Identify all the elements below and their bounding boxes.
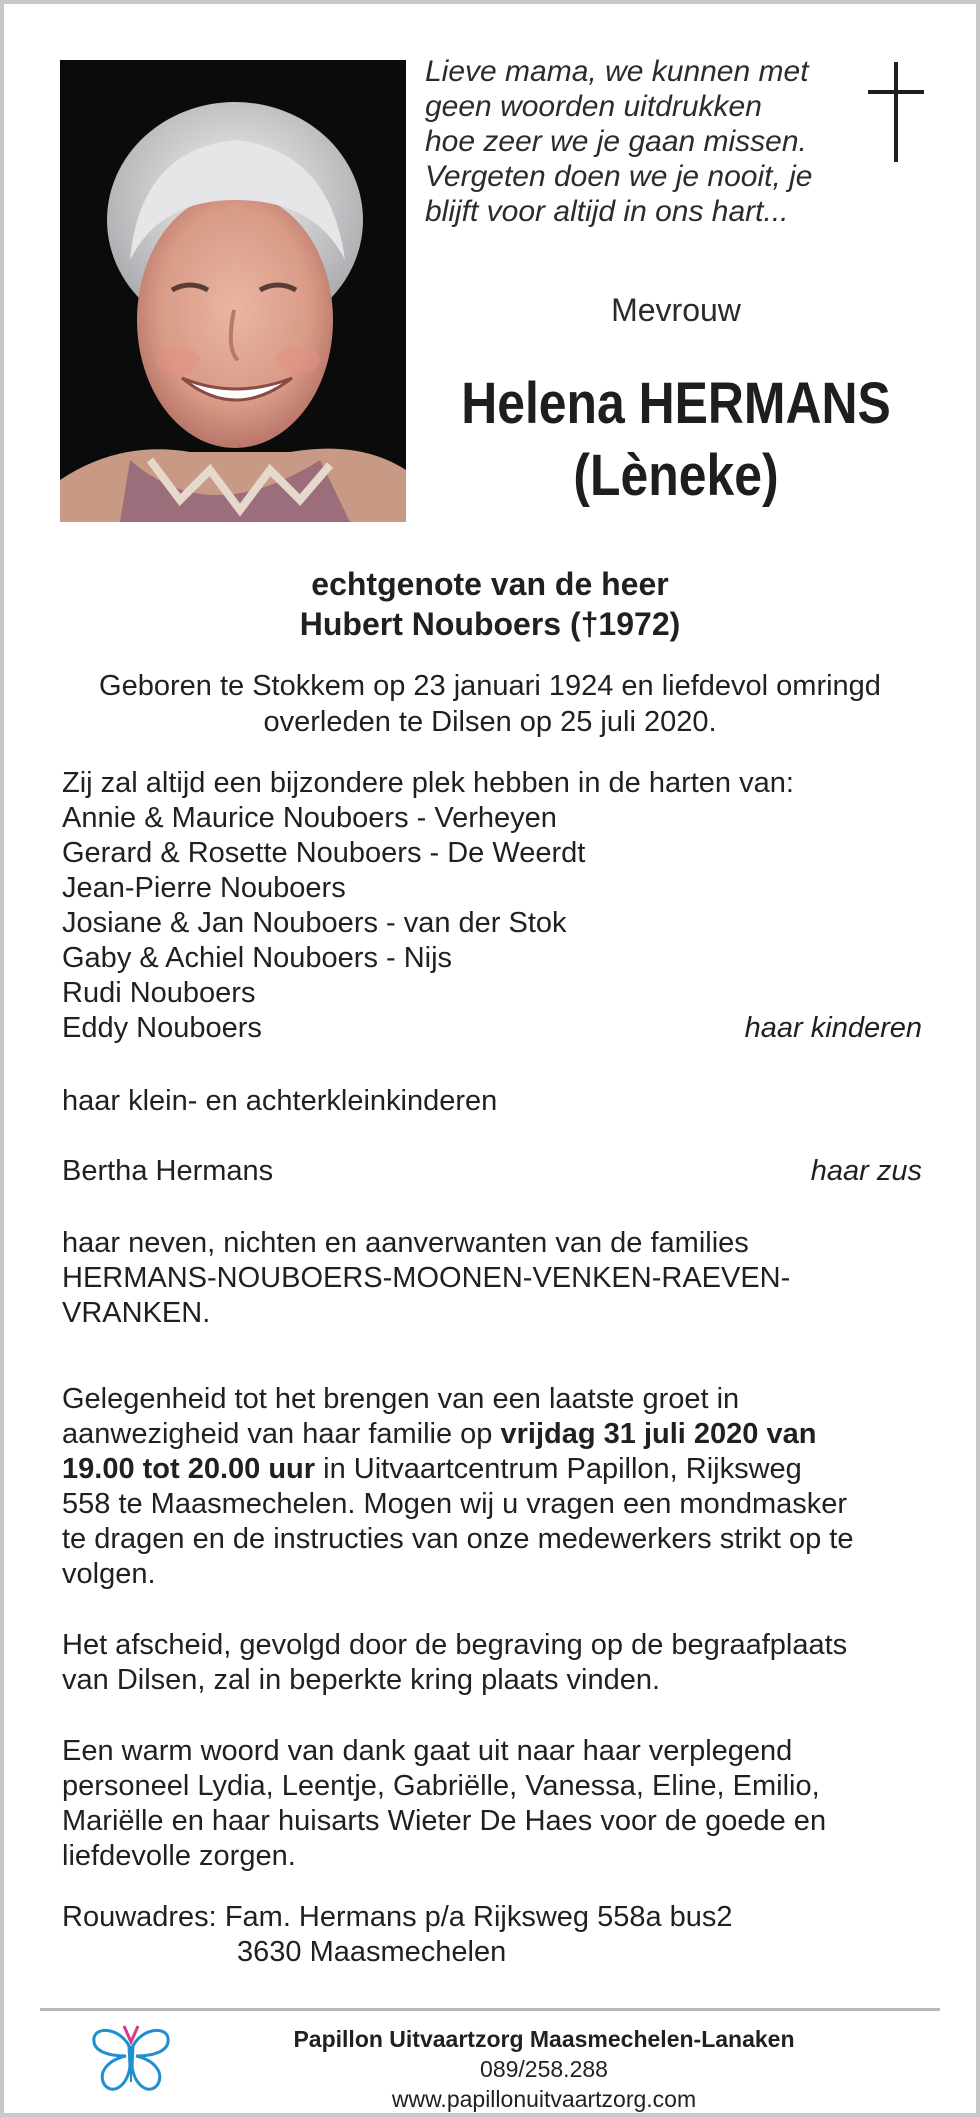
child-entry: Josiane & Jan Nouboers - van der Stok [62,907,567,939]
cross-icon [868,62,924,162]
memorial-quote [425,54,855,229]
birth-death-info [4,668,976,740]
birth-line: Geboren te Stokkem op 23 januari 1924 en liefdevol omringd [99,670,881,702]
visitation-line [62,1417,922,1452]
spouse-line: echtgenote van de heer [311,566,669,602]
sister-relation: haar zus [810,1155,922,1187]
full-name: Helena HERMANS [461,371,891,436]
thanks-line: Een warm woord van dank gaat uit naar haar verplegend [62,1735,793,1767]
address-line [62,1900,922,1935]
portrait-image [60,60,406,522]
funeral-home-line [184,2024,904,2084]
visitation-text: in Uitvaartcentrum Papillon, Rijksweg [315,1453,802,1485]
sister-entry [62,1154,922,1189]
visitation-info [62,1382,922,1592]
sister-row [62,1154,922,1189]
visitation-line: volgen. [62,1558,156,1590]
address-label: Rouwadres: [62,1901,217,1933]
quote-line: Lieve mama, we kunnen met [425,55,809,88]
butterfly-logo-icon [90,2022,172,2096]
family-intro: Zij zal altijd een bijzondere plek hebben in de harten van: [62,767,794,799]
visitation-time: 19.00 tot 20.00 uur [62,1453,316,1485]
death-line: overleden te Dilsen op 25 juli 2020. [263,706,717,738]
spouse-name: Hubert Nouboers (†1972) [299,606,681,642]
child-entry: Annie & Maurice Nouboers - Verheyen [62,802,557,834]
visitation-line: te dragen en de instructies van onze medewerkers strikt op te [62,1523,854,1555]
visitation-date: vrijdag 31 juli 2020 van [500,1418,817,1450]
visitation-line: Gelegenheid tot het brengen van een laatste groet in [62,1383,740,1415]
grandchildren-line: haar klein- en achterkleinkinderen [62,1085,498,1117]
child-entry: Eddy Nouboers [62,1012,262,1044]
child-entry: Gerard & Rosette Nouboers - De Weerdt [62,837,586,869]
relatives-line: haar neven, nichten en aanverwanten van de families [62,1227,749,1259]
deceased-name [460,368,892,512]
children-relation: haar kinderen [744,1012,922,1044]
quote-line: Vergeten doen we je nooit, je [425,160,813,193]
relatives [62,1226,922,1331]
grandchildren [62,1084,922,1119]
footer-divider [40,2008,940,2011]
child-entry-last [62,1011,922,1046]
portrait-photo [60,60,406,522]
visitation-text: aanwezigheid van haar familie op [62,1418,501,1450]
nickname: (Lèneke) [573,443,779,508]
quote-line: geen woorden uitdrukken [425,90,762,123]
child-entry: Jean-Pierre Nouboers [62,872,346,904]
salutation: Mevrouw [611,292,741,328]
family-list [62,766,922,1046]
child-entry: Rudi Nouboers [62,977,256,1009]
sister-name: Bertha Hermans [62,1155,274,1187]
visitation-line [62,1452,922,1487]
spouse-info [4,564,976,644]
relatives-line: HERMANS-NOUBOERS-MOONEN-VENKEN-RAEVEN- [62,1262,791,1294]
mourning-address [62,1900,922,1970]
funeral-home-info [184,2024,904,2114]
farewell-line: Het afscheid, gevolgd door de begraving op de begraafplaats [62,1629,848,1661]
funeral-home-name: Papillon Uitvaartzorg Maasmechelen-Lanaken [293,2026,795,2052]
thanks-line: Mariëlle en haar huisarts Wieter De Haes voor de goede en [62,1805,827,1837]
quote-line: hoe zeer we je gaan missen. [425,125,807,158]
thanks-info [62,1734,922,1874]
quote-line: blijft voor altijd in ons hart... [425,195,789,228]
address-city: 3630 Maasmechelen [237,1936,507,1968]
visitation-line: 558 te Maasmechelen. Mogen wij u vragen een mondmasker [62,1488,848,1520]
funeral-home-website[interactable]: www.papillonuitvaartzorg.com [391,2086,697,2112]
farewell-info [62,1628,922,1698]
child-entry: Gaby & Achiel Nouboers - Nijs [62,942,453,974]
relatives-line: VRANKEN. [62,1297,211,1329]
farewell-line: van Dilsen, zal in beperkte kring plaats vinden. [62,1664,661,1696]
thanks-line: personeel Lydia, Leentje, Gabriëlle, Vanessa, Eline, Emilio, [62,1770,820,1802]
address-street: Fam. Hermans p/a Rijksweg 558a bus2 [224,1901,733,1933]
thanks-line: liefdevolle zorgen. [62,1840,296,1872]
funeral-home-phone: 089/258.288 [480,2056,608,2082]
